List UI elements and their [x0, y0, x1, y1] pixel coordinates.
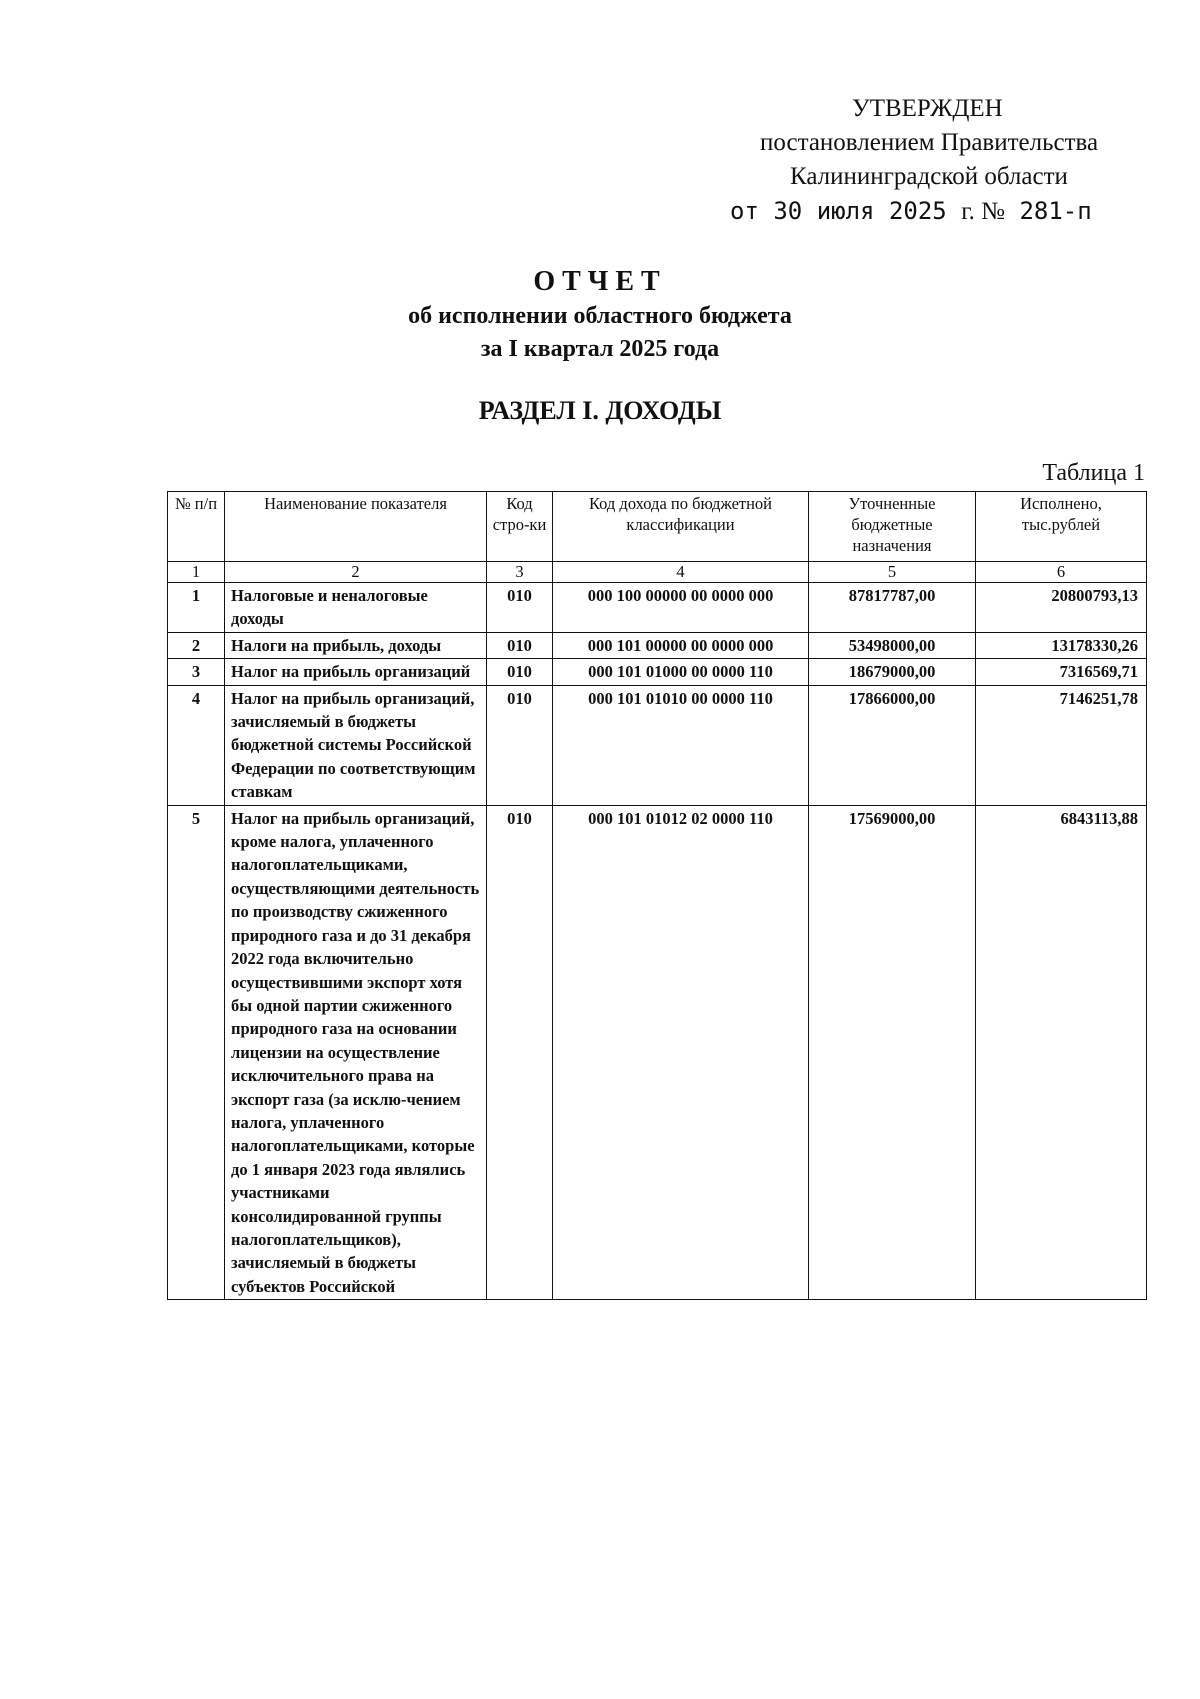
column-number-row: [168, 562, 1147, 583]
table-row: [168, 659, 1147, 685]
approval-doc-number: 281-п: [1019, 197, 1092, 225]
row-name: Налог на прибыль организаций: [225, 659, 487, 685]
approval-date: от 30 июля 2025: [730, 197, 947, 225]
column-number: 3: [487, 562, 553, 583]
row-kbk: 000 100 00000 00 0000 000: [553, 583, 809, 633]
report-title: ОТЧЕТ: [533, 266, 667, 297]
table-label: Таблица 1: [1042, 460, 1145, 486]
column-number: 4: [553, 562, 809, 583]
row-line-code: 010: [487, 632, 553, 658]
report-subtitle: об исполнении областного бюджета: [408, 303, 792, 329]
row-num: 3: [168, 659, 225, 685]
header-fact: Исполнено, тыс.рублей: [976, 492, 1147, 562]
report-period: за I квартал 2025 года: [480, 336, 720, 362]
column-number: 6: [976, 562, 1147, 583]
row-kbk: 000 101 01010 00 0000 110: [553, 685, 809, 805]
row-line-code: 010: [487, 583, 553, 633]
column-number: 5: [809, 562, 976, 583]
row-name: Налоговые и неналоговые доходы: [225, 583, 487, 633]
row-fact: 20800793,13: [976, 583, 1147, 633]
header-kbk: Код дохода по бюджетной классификации: [553, 492, 809, 562]
header-num: № п/п: [168, 492, 225, 562]
row-fact: 13178330,26: [976, 632, 1147, 658]
approval-heading: УТВЕРЖДЕН: [852, 95, 1003, 122]
table-row: [168, 685, 1147, 805]
row-kbk: 000 101 01012 02 0000 110: [553, 805, 809, 1300]
table-row: [168, 805, 1147, 1300]
table-header-row: [168, 492, 1147, 562]
section-title: РАЗДЕЛ I. ДОХОДЫ: [478, 396, 722, 425]
row-fact: 6843113,88: [976, 805, 1147, 1300]
row-name: Налог на прибыль организаций, зачисляемый в бюджеты бюджетной системы Российской Федерации по соответствующим ставкам: [225, 685, 487, 805]
row-num: 5: [168, 805, 225, 1300]
row-fact: 7146251,78: [976, 685, 1147, 805]
row-num: 1: [168, 583, 225, 633]
header-line-code: Код стро-ки: [487, 492, 553, 562]
row-line-code: 010: [487, 805, 553, 1300]
approval-block: [640, 92, 1160, 229]
table-row: [168, 583, 1147, 633]
row-name: Налоги на прибыль, доходы: [225, 632, 487, 658]
row-plan: 53498000,00: [809, 632, 976, 658]
table-row: [168, 632, 1147, 658]
approval-g-no: г. №: [961, 198, 1005, 225]
header-plan: Уточненные бюджетные назначения: [809, 492, 976, 562]
row-line-code: 010: [487, 659, 553, 685]
row-num: 4: [168, 685, 225, 805]
row-plan: 17866000,00: [809, 685, 976, 805]
column-number: 1: [168, 562, 225, 583]
approval-issuer: постановлением Правительства: [760, 129, 1099, 156]
row-plan: 18679000,00: [809, 659, 976, 685]
row-plan: 87817787,00: [809, 583, 976, 633]
approval-region: Калининградской области: [790, 163, 1068, 190]
header-name: Наименование показателя: [225, 492, 487, 562]
row-kbk: 000 101 01000 00 0000 110: [553, 659, 809, 685]
column-number: 2: [225, 562, 487, 583]
row-num: 2: [168, 632, 225, 658]
row-kbk: 000 101 00000 00 0000 000: [553, 632, 809, 658]
row-name: Налог на прибыль организаций, кроме налога, уплаченного налогоплательщиками, осуществляющими деятельность по производству сжиженного природного газа и до 31 декабря 2022 года включительно осуществившими экспорт хотя бы одной партии сжиженного природного газа на основании лицензии на осуществление исключительного права на экспорт газа (за исклю-чением налога, уплаченного налогоплательщиками, которые до 1 января 2023 года являлись участниками консолидированной группы налогоплательщиков), зачисляемый в бюджеты субъектов Российской: [225, 805, 487, 1300]
row-line-code: 010: [487, 685, 553, 805]
revenue-table: [167, 491, 1147, 1300]
row-fact: 7316569,71: [976, 659, 1147, 685]
row-plan: 17569000,00: [809, 805, 976, 1300]
approval-date-number: [640, 194, 1160, 229]
